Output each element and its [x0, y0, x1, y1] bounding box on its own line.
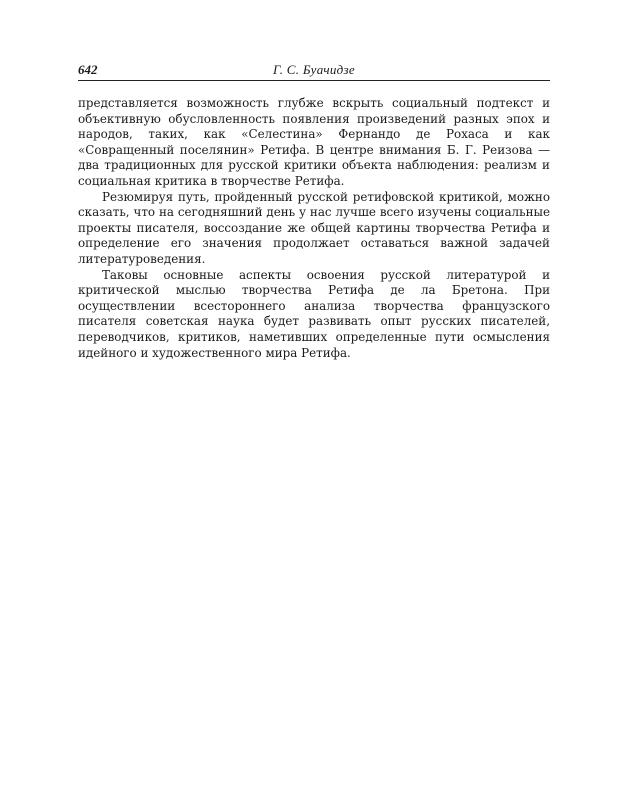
paragraph: Таковы основные аспекты освоения русской литературой и критической мыслью творчества Ретифа де ла Бретона. При осуществлении всестороннего анализа творчества французского писателя советская наука будет развивать опыт русских писателей, переводчиков, критиков, наметивших определенные пути осмысления идейного и художественного мира Ретифа. [78, 267, 550, 360]
header-rule [78, 80, 550, 81]
page-number: 642 [78, 62, 98, 77]
paragraph: представляется возможность глубже вскрыть социальный подтекст и объективную обусловленность появления произведений разных эпох и народов, таких, как «Селестина» Фернандо де Рохаса и как «Совращенный поселянин» Ретифа. В центре внимания Б. Г. Реизова — два традиционных для русской критики объекта наблюдения: реализм и социальная критика в творчестве Ретифа. [78, 96, 550, 188]
body-text [78, 96, 550, 361]
running-head: Г. С. Буачидзе [272, 62, 356, 77]
page-header [78, 62, 550, 80]
paragraph: Резюмируя путь, пройденный русской ретифовской критикой, можно сказать, что на сегодняшний день у нас лучше всего изучены социальные проекты писателя, воссоздание же общей картины творчества Ретифа и определение его значения продолжает оставаться важной задачей литературоведения. [78, 189, 550, 266]
